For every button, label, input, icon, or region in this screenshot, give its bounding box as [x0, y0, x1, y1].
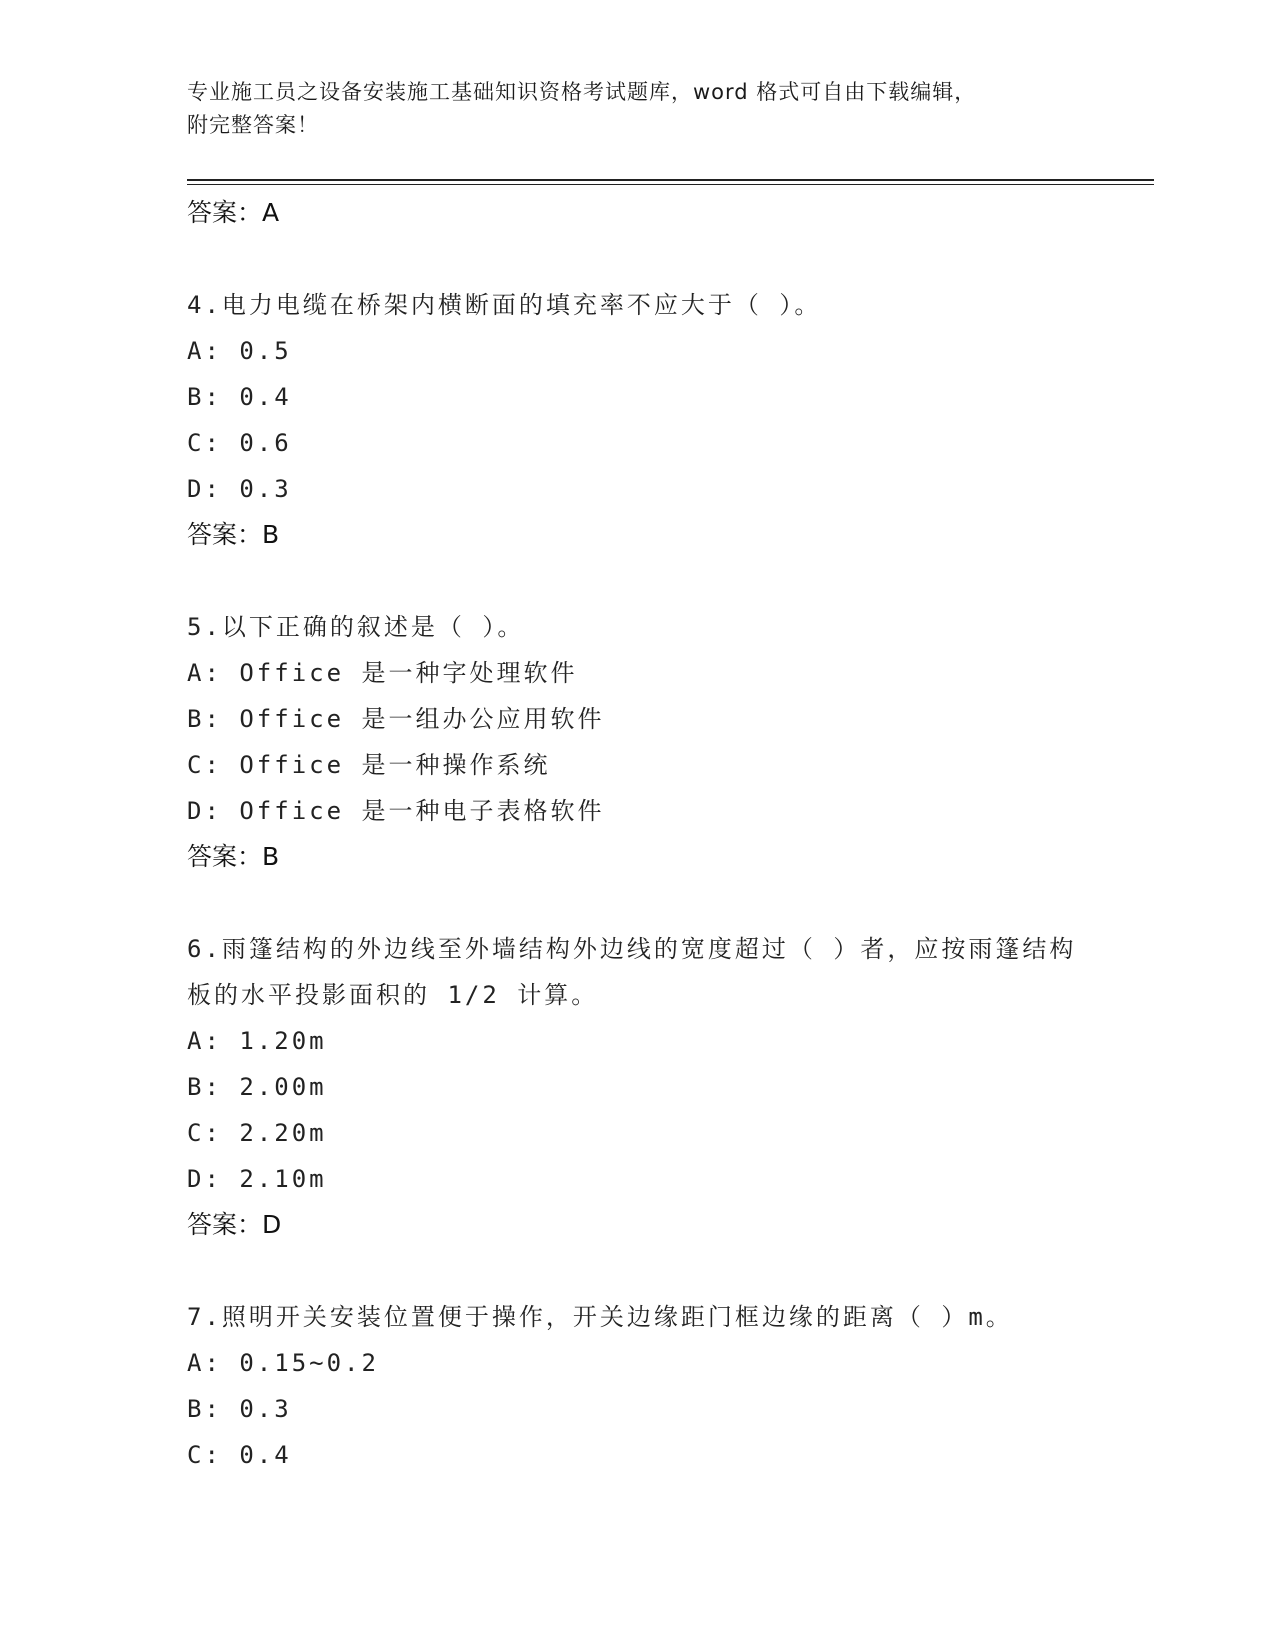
answer-line: 答案：B [187, 842, 280, 871]
option-c: C: 0.6 [187, 429, 292, 457]
question-block [187, 926, 1087, 1248]
spacer [187, 558, 1087, 604]
option-a: A: 0.15~0.2 [187, 1349, 379, 1377]
option-d: D: Office 是一种电子表格软件 [187, 797, 605, 825]
option-c: C: 2.20m [187, 1119, 327, 1147]
answer-line: 答案：A [187, 198, 280, 227]
header-divider-thick [187, 179, 1154, 181]
option-a: A: 1.20m [187, 1027, 327, 1055]
option-a: A: Office 是一种字处理软件 [187, 659, 578, 687]
option-b: B: 2.00m [187, 1073, 327, 1101]
option-b: B: 0.4 [187, 383, 292, 411]
header-line-2: 附完整答案！ [187, 113, 319, 137]
spacer [187, 880, 1087, 926]
option-b: B: 0.3 [187, 1395, 292, 1423]
option-a: A: 0.5 [187, 337, 292, 365]
question-block [187, 604, 1087, 880]
option-b: B: Office 是一组办公应用软件 [187, 705, 605, 733]
header-line-1: 专业施工员之设备安装施工基础知识资格考试题库，word 格式可自由下载编辑， [187, 80, 977, 104]
answer-line: 答案：B [187, 520, 280, 549]
option-c: C: Office 是一种操作系统 [187, 751, 551, 779]
answer-line: 答案：D [187, 1210, 282, 1239]
option-d: D: 0.3 [187, 475, 292, 503]
question-text: 6.雨篷结构的外边线至外墙结构外边线的宽度超过（ ）者，应按雨篷结构板的水平投影面积的 1/2 计算。 [187, 935, 1077, 1009]
spacer [187, 1248, 1087, 1294]
question-block [187, 1294, 1087, 1478]
question-list [187, 190, 1087, 1478]
question-block [187, 282, 1087, 558]
question-text: 4.电力电缆在桥架内横断面的填充率不应大于（ ）。 [187, 291, 822, 319]
question-text: 7.照明开关安装位置便于操作，开关边缘距门框边缘的距离（ ）m。 [187, 1303, 1013, 1331]
document-header [187, 76, 1087, 142]
option-d: D: 2.10m [187, 1165, 327, 1193]
header-divider-thin [187, 184, 1154, 185]
option-c: C: 0.4 [187, 1441, 292, 1469]
question-text: 5.以下正确的叙述是（ ）。 [187, 613, 525, 641]
spacer [187, 236, 1087, 282]
